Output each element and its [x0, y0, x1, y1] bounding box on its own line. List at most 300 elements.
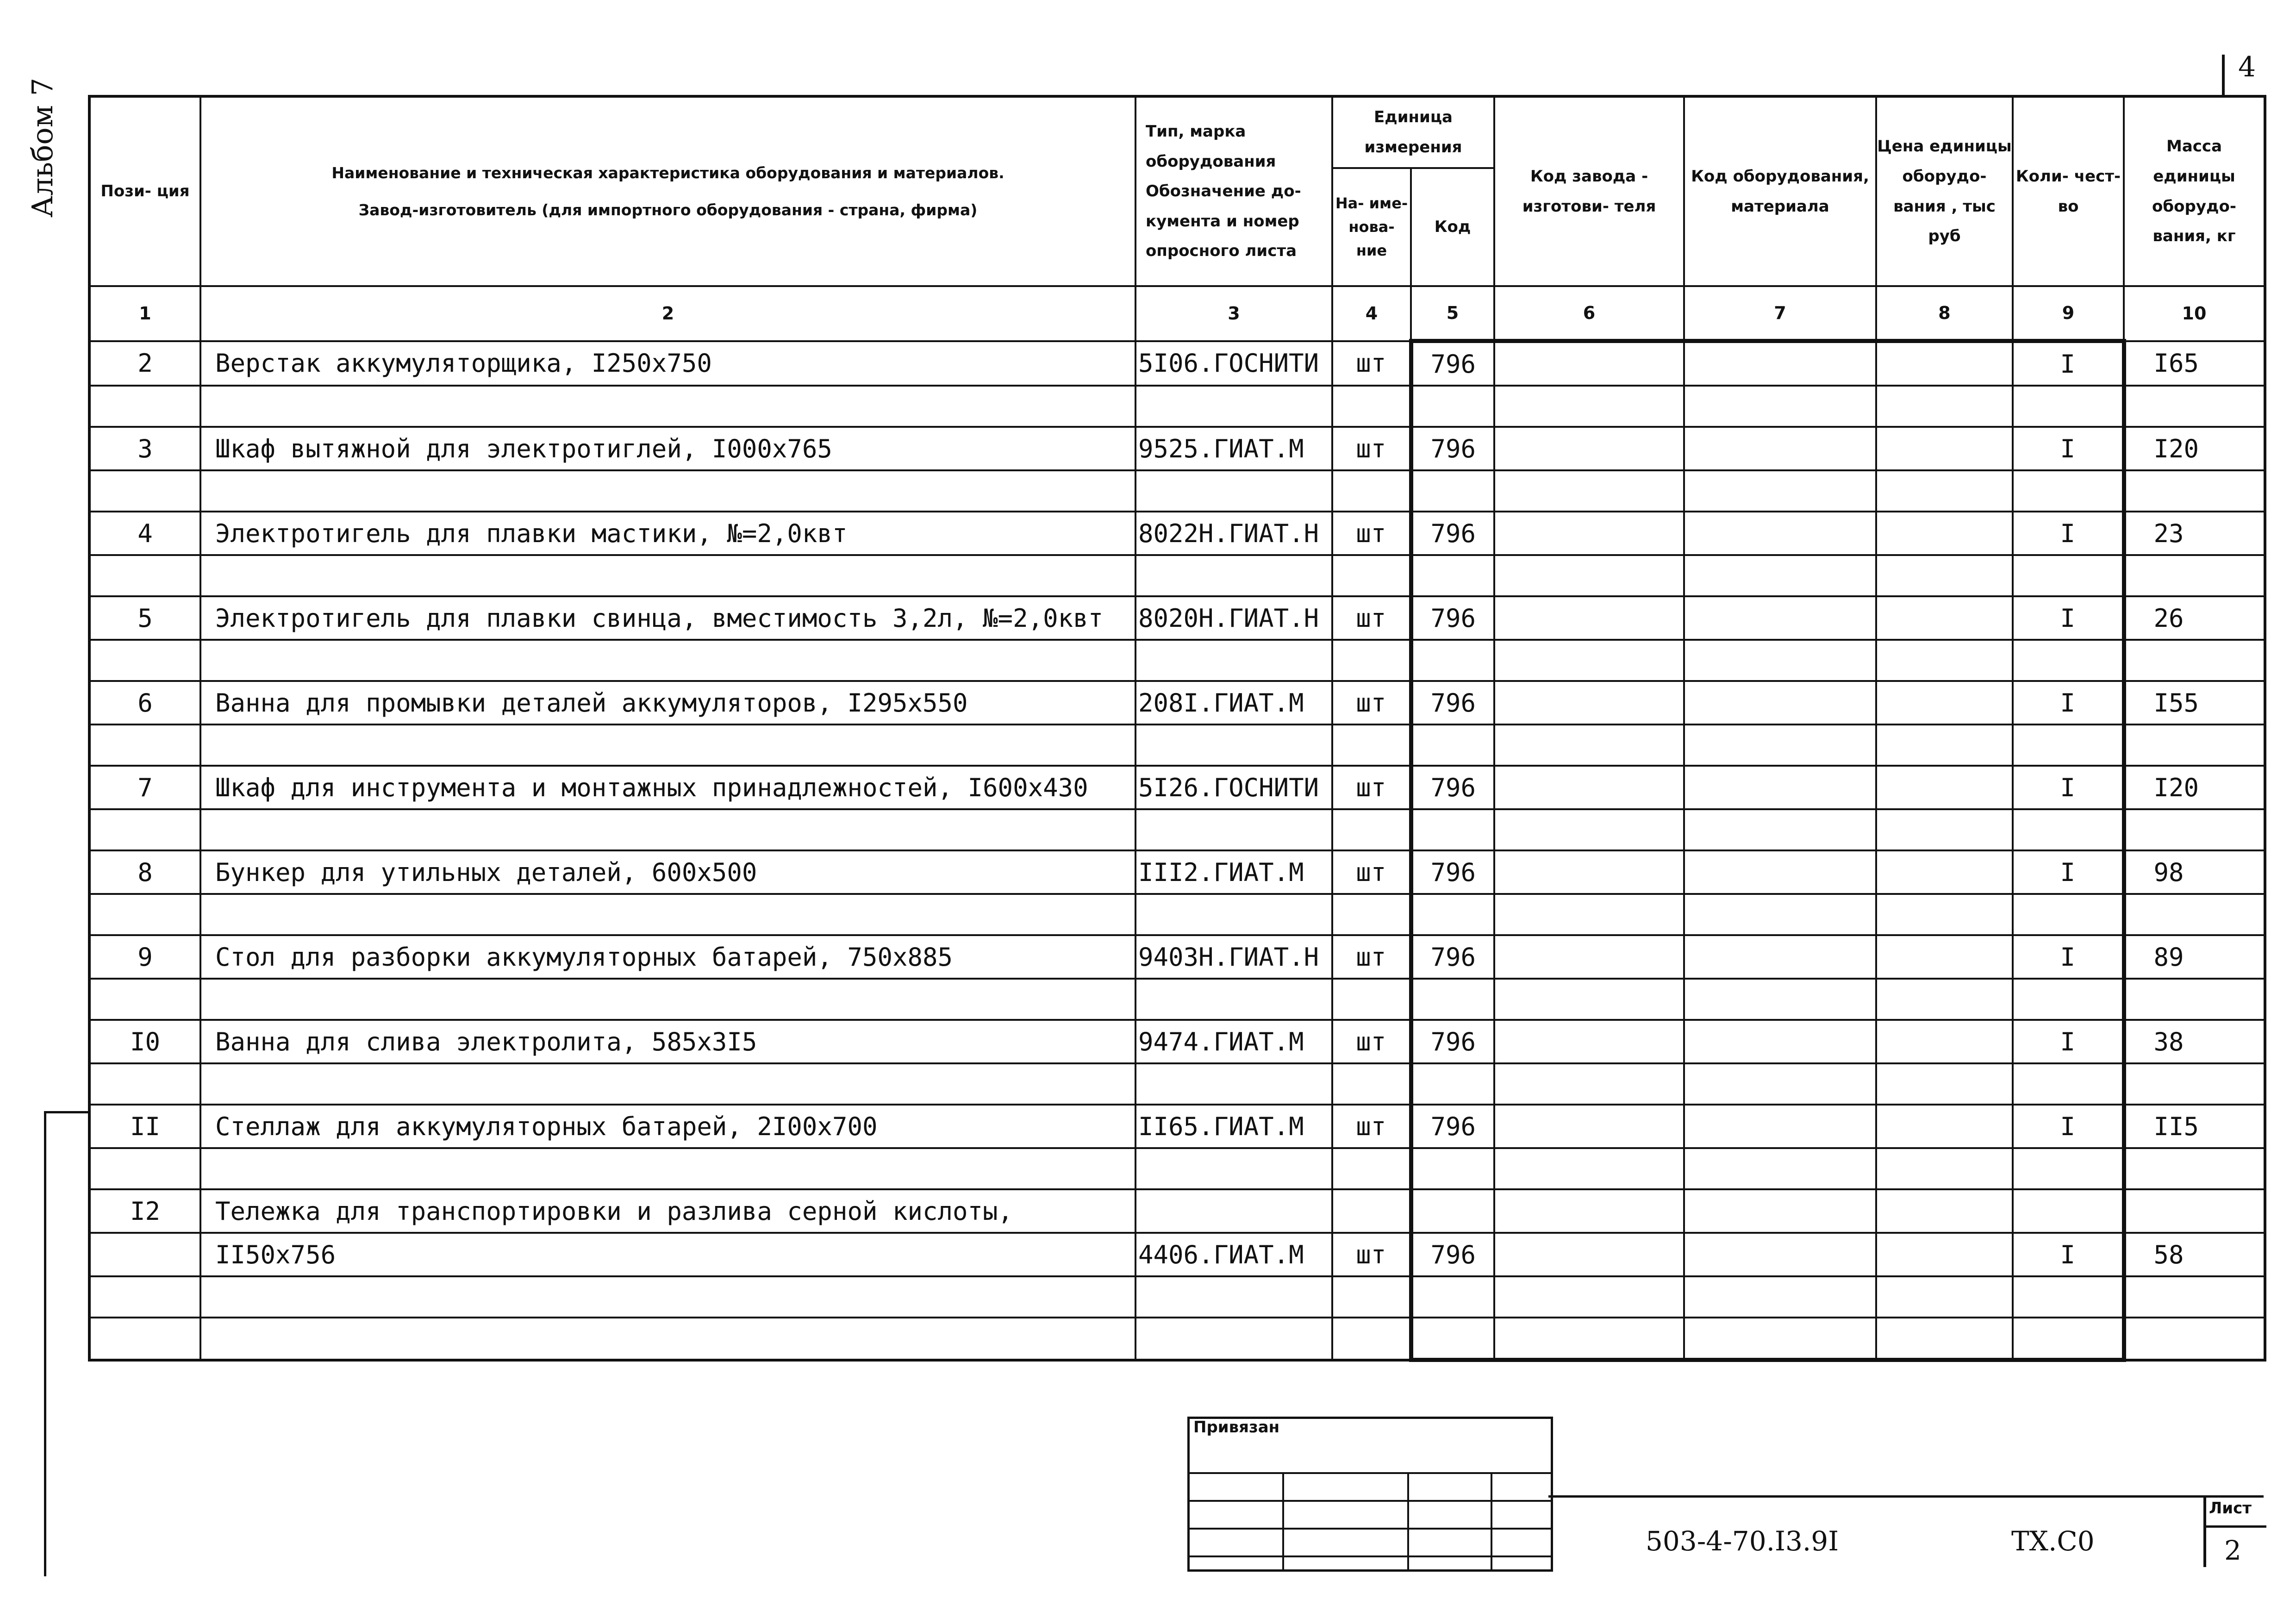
quantity-cell: I	[2013, 341, 2124, 386]
header-name	[200, 96, 1136, 286]
mass-cell: I65	[2124, 341, 2265, 386]
position-cell: 8	[89, 850, 200, 894]
type-cell: III2.ГИАТ.М	[1136, 850, 1332, 894]
empty-cell	[1332, 979, 1411, 1020]
empty-cell	[1411, 979, 1494, 1020]
unit-code-cell: 796	[1411, 341, 1494, 386]
empty-cell	[2124, 640, 2265, 681]
header-unit-code: Код	[1411, 168, 1494, 286]
price-cell	[1876, 596, 2013, 640]
empty-cell	[200, 386, 1136, 427]
empty-cell	[1411, 725, 1494, 766]
empty-cell	[200, 1063, 1136, 1105]
empty-cell	[1684, 725, 1876, 766]
equipment-table	[88, 95, 2266, 1362]
sheet-number: 2	[2224, 1535, 2241, 1566]
empty-cell	[1876, 979, 2013, 1020]
factory-code-cell	[1494, 341, 1684, 386]
price-cell	[1876, 850, 2013, 894]
empty-cell	[2124, 1148, 2265, 1189]
position-cell: 7	[89, 766, 200, 809]
quantity-cell: I	[2013, 935, 2124, 979]
empty-cell	[2013, 1189, 2124, 1233]
spacer-row	[89, 555, 2265, 596]
empty-cell	[1332, 1318, 1411, 1360]
mass-cell: I20	[2124, 766, 2265, 809]
name-cell: Шкаф для инструмента и монтажных принадлежностей, I600x430	[200, 766, 1136, 809]
empty-cell	[1136, 1148, 1332, 1189]
empty-cell	[2124, 894, 2265, 935]
type-cell: 5I06.ГОСНИТИ	[1136, 341, 1332, 386]
empty-cell	[89, 809, 200, 850]
type-cell: 8020Н.ГИАТ.Н	[1136, 596, 1332, 640]
spacer-row	[89, 1148, 2265, 1189]
empty-cell	[89, 470, 200, 512]
empty-cell	[1494, 979, 1684, 1020]
type-cell: 9525.ГИАТ.М	[1136, 427, 1332, 470]
unit-name-cell: шт	[1332, 341, 1411, 386]
unit-code-cell: 796	[1411, 1105, 1494, 1148]
empty-cell	[89, 725, 200, 766]
empty-cell	[89, 555, 200, 596]
empty-cell	[1876, 1276, 2013, 1318]
col-num: 6	[1494, 286, 1684, 341]
empty-cell	[1411, 386, 1494, 427]
type-cell: 8022Н.ГИАТ.Н	[1136, 512, 1332, 555]
empty-cell	[1876, 1148, 2013, 1189]
factory-code-cell	[1494, 1233, 1684, 1276]
empty-cell	[2124, 979, 2265, 1020]
type-cell: 4406.ГИАТ.М	[1136, 1233, 1332, 1276]
empty-cell	[1332, 894, 1411, 935]
empty-cell	[89, 1063, 200, 1105]
empty-cell	[1684, 470, 1876, 512]
empty-cell	[200, 1318, 1136, 1360]
empty-cell	[1332, 640, 1411, 681]
price-cell	[1876, 512, 2013, 555]
table-row	[89, 850, 2265, 894]
quantity-cell: I	[2013, 681, 2124, 725]
unit-code-cell: 796	[1411, 935, 1494, 979]
empty-cell	[1332, 1276, 1411, 1318]
empty-cell	[1411, 894, 1494, 935]
quantity-cell: I	[2013, 766, 2124, 809]
empty-cell	[1136, 386, 1332, 427]
empty-cell	[200, 725, 1136, 766]
empty-cell	[200, 809, 1136, 850]
empty-cell	[1494, 1318, 1684, 1360]
equipment-code-cell	[1684, 850, 1876, 894]
empty-cell	[2124, 555, 2265, 596]
empty-cell	[1411, 1276, 1494, 1318]
header-unit-name: На- име- нова- ние	[1332, 168, 1411, 286]
empty-cell	[2013, 555, 2124, 596]
name-cell: Тележка для транспортировки и разлива серной кислоты,	[200, 1189, 1136, 1233]
empty-cell	[2124, 470, 2265, 512]
empty-cell	[1332, 1148, 1411, 1189]
name-cell: Электротигель для плавки мастики, №=2,0квт	[200, 512, 1136, 555]
quantity-cell: I	[2013, 512, 2124, 555]
name-cell: II50x756	[200, 1233, 1136, 1276]
table-row	[89, 512, 2265, 555]
document-number: 503-4-70.I3.9I	[1646, 1525, 1839, 1557]
empty-cell	[89, 1276, 200, 1318]
unit-code-cell: 796	[1411, 512, 1494, 555]
empty-cell	[2013, 1063, 2124, 1105]
equipment-code-cell	[1684, 935, 1876, 979]
empty-cell	[1136, 1318, 1332, 1360]
empty-cell	[1684, 555, 1876, 596]
header-factory-code: Код завода - изготови- теля	[1494, 96, 1684, 286]
col-num: 10	[2124, 286, 2265, 341]
empty-cell	[1411, 470, 1494, 512]
table-row	[89, 341, 2265, 386]
empty-cell	[89, 1148, 200, 1189]
empty-cell	[2124, 725, 2265, 766]
empty-cell	[1332, 725, 1411, 766]
empty-cell	[1876, 1063, 2013, 1105]
empty-cell	[89, 386, 200, 427]
empty-cell	[1411, 809, 1494, 850]
empty-cell	[1494, 894, 1684, 935]
header-name-line1: Наименование и техническая характеристика оборудования и материалов.	[331, 164, 1004, 182]
empty-cell	[1136, 725, 1332, 766]
equipment-code-cell	[1684, 1020, 1876, 1063]
position-cell: 9	[89, 935, 200, 979]
empty-cell	[1411, 640, 1494, 681]
unit-code-cell: 796	[1411, 427, 1494, 470]
mass-cell: I20	[2124, 427, 2265, 470]
factory-code-cell	[1494, 1105, 1684, 1148]
equipment-code-cell	[1684, 341, 1876, 386]
empty-cell	[1494, 640, 1684, 681]
empty-cell	[1876, 386, 2013, 427]
empty-cell	[1684, 1148, 1876, 1189]
type-cell: 9474.ГИАТ.М	[1136, 1020, 1332, 1063]
empty-cell	[1876, 809, 2013, 850]
unit-name-cell: шт	[1332, 681, 1411, 725]
table-row	[89, 1105, 2265, 1148]
empty-cell	[200, 979, 1136, 1020]
empty-cell	[1876, 555, 2013, 596]
empty-cell	[1494, 1276, 1684, 1318]
mass-cell: 23	[2124, 512, 2265, 555]
empty-cell	[2124, 809, 2265, 850]
empty-cell	[1136, 1063, 1332, 1105]
empty-cell	[1332, 809, 1411, 850]
empty-cell	[1684, 1189, 1876, 1233]
empty-cell	[2124, 1189, 2265, 1233]
empty-cell	[2124, 386, 2265, 427]
quantity-cell: I	[2013, 596, 2124, 640]
empty-cell	[2013, 979, 2124, 1020]
col-num: 2	[200, 286, 1136, 341]
type-cell: 208I.ГИАТ.М	[1136, 681, 1332, 725]
position-cell: 3	[89, 427, 200, 470]
empty-cell	[2013, 1318, 2124, 1360]
stamp-label: Привязан	[1193, 1418, 1280, 1437]
col-num: 3	[1136, 286, 1332, 341]
col-num: 5	[1411, 286, 1494, 341]
table-row	[89, 681, 2265, 725]
equipment-code-cell	[1684, 427, 1876, 470]
empty-cell	[200, 1276, 1136, 1318]
empty-cell	[200, 894, 1136, 935]
empty-cell	[1876, 894, 2013, 935]
mass-cell: 58	[2124, 1233, 2265, 1276]
unit-name-cell: шт	[1332, 935, 1411, 979]
empty-cell	[1136, 894, 1332, 935]
empty-cell	[89, 894, 200, 935]
equipment-code-cell	[1684, 512, 1876, 555]
empty-cell	[1136, 1189, 1332, 1233]
page-number: 4	[2238, 51, 2256, 83]
unit-code-cell: 796	[1411, 1233, 1494, 1276]
empty-cell	[1494, 1063, 1684, 1105]
factory-code-cell	[1494, 935, 1684, 979]
empty-cell	[1411, 1148, 1494, 1189]
mass-cell: II5	[2124, 1105, 2265, 1148]
price-cell	[1876, 681, 2013, 725]
table-row	[89, 766, 2265, 809]
price-cell	[1876, 1233, 2013, 1276]
factory-code-cell	[1494, 766, 1684, 809]
table-row	[89, 1020, 2265, 1063]
type-cell: 5I26.ГОСНИТИ	[1136, 766, 1332, 809]
empty-cell	[200, 640, 1136, 681]
empty-cell	[1494, 1148, 1684, 1189]
price-cell	[1876, 935, 2013, 979]
price-cell	[1876, 1020, 2013, 1063]
empty-cell	[1684, 894, 1876, 935]
empty-cell	[1494, 809, 1684, 850]
empty-cell	[1136, 979, 1332, 1020]
col-num: 8	[1876, 286, 2013, 341]
unit-name-cell: шт	[1332, 766, 1411, 809]
empty-cell	[2013, 386, 2124, 427]
equipment-code-cell	[1684, 1233, 1876, 1276]
position-cell: I2	[89, 1189, 200, 1233]
quantity-cell: I	[2013, 1020, 2124, 1063]
unit-code-cell: 796	[1411, 1020, 1494, 1063]
empty-cell	[2013, 1276, 2124, 1318]
factory-code-cell	[1494, 427, 1684, 470]
approval-stamp	[1187, 1417, 1553, 1572]
unit-name-cell: шт	[1332, 1020, 1411, 1063]
empty-cell	[200, 1148, 1136, 1189]
position-cell: 6	[89, 681, 200, 725]
empty-cell	[1494, 725, 1684, 766]
unit-code-cell: 796	[1411, 766, 1494, 809]
equipment-code-cell	[1684, 1105, 1876, 1148]
empty-cell	[2013, 725, 2124, 766]
empty-cell	[2124, 1063, 2265, 1105]
name-cell: Ванна для слива электролита, 585x3I5	[200, 1020, 1136, 1063]
empty-cell	[1494, 470, 1684, 512]
empty-cell	[1332, 470, 1411, 512]
col-num: 7	[1684, 286, 1876, 341]
equipment-code-cell	[1684, 596, 1876, 640]
empty-cell	[1684, 1063, 1876, 1105]
empty-cell	[1411, 1063, 1494, 1105]
empty-cell	[1876, 725, 2013, 766]
empty-cell	[89, 640, 200, 681]
header-unit-group-text: Единица измерения	[1364, 108, 1462, 156]
position-cell: 4	[89, 512, 200, 555]
empty-cell	[2013, 640, 2124, 681]
mass-cell: 38	[2124, 1020, 2265, 1063]
price-cell	[1876, 766, 2013, 809]
factory-code-cell	[1494, 512, 1684, 555]
empty-cell	[1136, 555, 1332, 596]
spacer-row	[89, 1318, 2265, 1360]
unit-code-cell: 796	[1411, 850, 1494, 894]
empty-cell	[1684, 386, 1876, 427]
document-code: ТХ.С0	[2011, 1525, 2095, 1557]
position-cell: 2	[89, 341, 200, 386]
empty-cell	[1876, 1318, 2013, 1360]
unit-name-cell: шт	[1332, 1233, 1411, 1276]
name-cell: Ванна для промывки деталей аккумуляторов, I295x550	[200, 681, 1136, 725]
price-cell	[1876, 1105, 2013, 1148]
factory-code-cell	[1494, 681, 1684, 725]
quantity-cell: I	[2013, 1105, 2124, 1148]
table-row	[89, 1189, 2265, 1233]
spacer-row	[89, 809, 2265, 850]
empty-cell	[200, 555, 1136, 596]
spacer-row	[89, 725, 2265, 766]
unit-name-cell: шт	[1332, 427, 1411, 470]
sheet-label: Лист	[2209, 1499, 2252, 1518]
empty-cell	[1684, 979, 1876, 1020]
header-type: Тип, марка оборудования Обозначение до- кумента и номер опросного листа	[1136, 96, 1332, 286]
empty-cell	[2013, 470, 2124, 512]
position-cell: II	[89, 1105, 200, 1148]
name-cell: Шкаф вытяжной для электротиглей, I000x765	[200, 427, 1136, 470]
empty-cell	[1876, 470, 2013, 512]
spacer-row	[89, 640, 2265, 681]
col-num: 4	[1332, 286, 1411, 341]
empty-cell	[1684, 809, 1876, 850]
name-cell: Электротигель для плавки свинца, вместимость 3,2л, №=2,0квт	[200, 596, 1136, 640]
unit-name-cell: шт	[1332, 850, 1411, 894]
name-cell: Бункер для утильных деталей, 600x500	[200, 850, 1136, 894]
unit-name-cell: шт	[1332, 1105, 1411, 1148]
name-cell: Стол для разборки аккумуляторных батарей, 750x885	[200, 935, 1136, 979]
position-cell: I0	[89, 1020, 200, 1063]
table-row	[89, 935, 2265, 979]
empty-cell	[1332, 1063, 1411, 1105]
table-row	[89, 1233, 2265, 1276]
mass-cell: 98	[2124, 850, 2265, 894]
col-num: 1	[89, 286, 200, 341]
empty-cell	[1876, 640, 2013, 681]
empty-cell	[200, 470, 1136, 512]
unit-name-cell: шт	[1332, 512, 1411, 555]
empty-cell	[1411, 1189, 1494, 1233]
empty-cell	[1494, 386, 1684, 427]
factory-code-cell	[1494, 1020, 1684, 1063]
empty-cell	[1332, 386, 1411, 427]
empty-cell	[89, 1318, 200, 1360]
type-cell: II65.ГИАТ.М	[1136, 1105, 1332, 1148]
empty-cell	[1494, 555, 1684, 596]
factory-code-cell	[1494, 850, 1684, 894]
price-cell	[1876, 341, 2013, 386]
empty-cell	[2013, 894, 2124, 935]
spacer-row	[89, 1276, 2265, 1318]
binding-strip	[44, 1111, 90, 1576]
header-mass: Масса единицы оборудо- вания, кг	[2124, 96, 2265, 286]
spacer-row	[89, 470, 2265, 512]
empty-cell	[1684, 640, 1876, 681]
empty-cell	[1136, 640, 1332, 681]
factory-code-cell	[1494, 596, 1684, 640]
quantity-cell: I	[2013, 850, 2124, 894]
header-price: Цена единицы оборудо- вания , тыс руб	[1876, 96, 2013, 286]
quantity-cell: I	[2013, 1233, 2124, 1276]
mass-cell: 26	[2124, 596, 2265, 640]
spacer-row	[89, 894, 2265, 935]
equipment-code-cell	[1684, 766, 1876, 809]
empty-cell	[1332, 1189, 1411, 1233]
type-cell: 9403Н.ГИАТ.Н	[1136, 935, 1332, 979]
page-marker	[2222, 55, 2225, 96]
header-equipment-code: Код оборудования, материала	[1684, 96, 1876, 286]
name-cell: Верстак аккумуляторщика, I250x750	[200, 341, 1136, 386]
quantity-cell: I	[2013, 427, 2124, 470]
mass-cell: 89	[2124, 935, 2265, 979]
empty-cell	[1332, 555, 1411, 596]
unit-code-cell: 796	[1411, 596, 1494, 640]
empty-cell	[1136, 809, 1332, 850]
header-name-line2: Завод-изготовитель (для импортного оборудования - страна, фирма)	[358, 200, 978, 219]
empty-cell	[89, 979, 200, 1020]
empty-cell	[2013, 1148, 2124, 1189]
empty-cell	[2124, 1318, 2265, 1360]
empty-cell	[1136, 470, 1332, 512]
header-unit-group	[1332, 96, 1494, 168]
empty-cell	[1876, 1189, 2013, 1233]
position-cell: 5	[89, 596, 200, 640]
empty-cell	[1136, 1276, 1332, 1318]
table-row	[89, 596, 2265, 640]
spacer-row	[89, 1063, 2265, 1105]
empty-cell	[1494, 1189, 1684, 1233]
spacer-row	[89, 979, 2265, 1020]
spacer-row	[89, 386, 2265, 427]
empty-cell	[2013, 809, 2124, 850]
mass-cell: I55	[2124, 681, 2265, 725]
empty-cell	[1411, 1318, 1494, 1360]
title-block-divider	[1548, 1495, 2264, 1498]
position-cell	[89, 1233, 200, 1276]
empty-cell	[1684, 1318, 1876, 1360]
col-num: 9	[2013, 286, 2124, 341]
empty-cell	[1411, 555, 1494, 596]
album-label: Альбом 7	[25, 77, 59, 218]
empty-cell	[1684, 1276, 1876, 1318]
header-quantity: Коли- чест- во	[2013, 96, 2124, 286]
header-position: Пози- ция	[89, 96, 200, 286]
price-cell	[1876, 427, 2013, 470]
unit-name-cell: шт	[1332, 596, 1411, 640]
unit-code-cell: 796	[1411, 681, 1494, 725]
table-row	[89, 427, 2265, 470]
empty-cell	[2124, 1276, 2265, 1318]
equipment-code-cell	[1684, 681, 1876, 725]
name-cell: Стеллаж для аккумуляторных батарей, 2I00x700	[200, 1105, 1136, 1148]
